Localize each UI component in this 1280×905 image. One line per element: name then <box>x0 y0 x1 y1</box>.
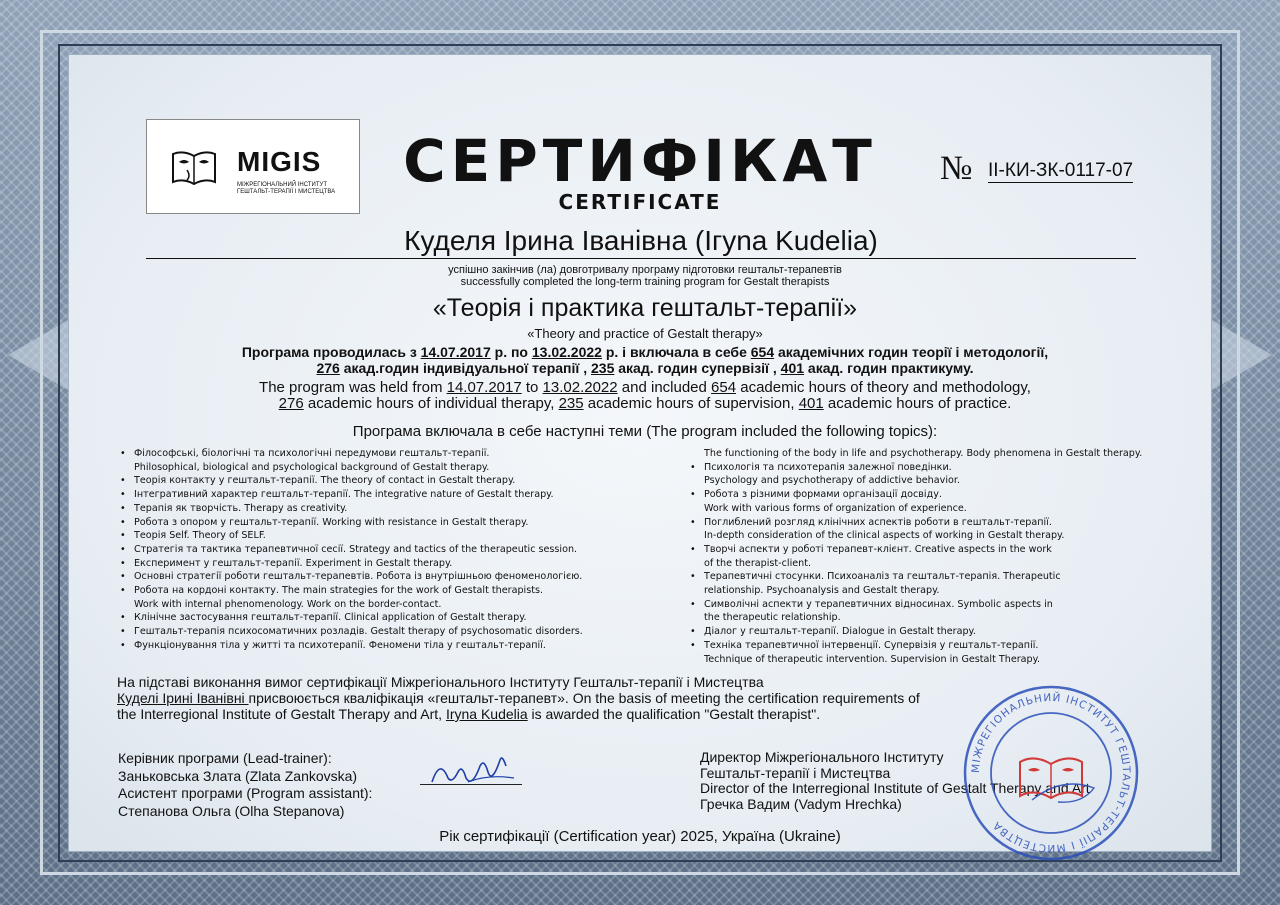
topic-item <box>688 461 1208 488</box>
topic-line: • Філософські, біологічні та психологічні передумови гештальт-терапії. <box>134 448 490 459</box>
topic-line: • Теорія контакту у гештальт-терапії. The theory of contact in Gestalt therapy. <box>134 475 516 487</box>
topic-item <box>688 516 1208 543</box>
director-name: Гречка Вадим (Vadym Hrechka) <box>700 795 902 812</box>
topics-list-left <box>118 447 688 653</box>
recipient-name: Куделя Ірина Іванівна (Iгуna Kudelia) <box>146 224 1136 259</box>
number-symbol: № <box>940 150 973 187</box>
program-details-ua: Програма проводилась з 14.07.2017 р. по 13.02.2022 р. і включала в себе 654 академічних годин теорії і методології, 276 акад.годин індивідуальної терапії , 235 акад. годин супервізії , 401 акад. годин практикуму. <box>241 344 1049 376</box>
topic-item <box>688 488 1208 515</box>
topic-item <box>118 639 688 653</box>
topic-line: • Терапія як творчість. Therapy as creativity. <box>134 502 348 514</box>
certificate-number: ІІ-КИ-ЗК-0117-07 <box>988 160 1134 181</box>
svg-text:МІЖРЕГІОНАЛЬНИЙ ІНСТИТУТ ГЕШТА: МІЖРЕГІОНАЛЬНИЙ ІНСТИТУТ ГЕШТАЛЬТ-ТЕРАПІЇ І МИСТЕЦТВА <box>969 691 1133 855</box>
topic-line: Work with internal phenomenology. Work on the border-contact. <box>134 598 442 610</box>
topic-item <box>118 447 688 474</box>
topic-line: of the therapist-client. <box>704 557 812 569</box>
topic-item <box>688 639 1208 666</box>
certification-year: Рік сертифікації (Certification year) 2025, Україна (Ukraine) <box>439 828 841 845</box>
topic-item <box>118 584 688 611</box>
program-details-en: The program was held from 14.07.2017 to 13.02.2022 and included 654 academic hours of theory and methodology, 276 academic hours of individual therapy, 235 academic hours of supervision, 401 academic hours of practice. <box>259 379 1031 412</box>
topic-line: • Символічні аспекти у терапевтичних відносинах. Symbolic aspects in <box>704 598 1053 610</box>
topic-item <box>688 625 1208 639</box>
completion-text <box>0 264 1280 288</box>
topic-line: • Робота з опором у гештальт-терапії. Working with resistance in Gestalt therapy. <box>134 516 529 528</box>
topic-item <box>688 598 1208 625</box>
topic-line: • Стратегія та тактика терапевтичної сесії. Strategy and tactics of the therapeutic session. <box>134 543 578 555</box>
director-title-ua-1: Директор Міжрегіонального Інституту <box>700 749 944 765</box>
topic-line: In-depth consideration of the clinical aspects of working in Gestalt therapy. <box>704 530 1065 542</box>
topic-item <box>118 474 688 488</box>
logo-name: MIGIS <box>237 146 322 177</box>
topic-line: • Функціонування тіла у житті та психотерапії. Феномени тіла у гештальт-терапії. <box>134 639 546 651</box>
topic-line: • Гештальт-терапія психосоматичних розладів. Gestalt therapy of psychosomatic disorders. <box>134 626 583 638</box>
topic-line: • Поглиблений розгляд клінічних аспектів роботи в гештальт-терапії. <box>704 516 1052 528</box>
topic-line: • Робота з різними формами організації досвіду. <box>704 489 942 501</box>
topic-line: Philosophical, biological and psychological background of Gestalt therapy. <box>134 461 490 473</box>
topic-line: • Діалог у гештальт-терапії. Dialogue in Gestalt therapy. <box>704 626 976 638</box>
topics-list-right <box>688 447 1208 666</box>
assistant-label: Асистент програми (Program assistant): <box>118 785 373 801</box>
topic-item <box>118 611 688 625</box>
topic-item <box>118 516 688 530</box>
director-title-ua-2: Гештальт-терапії і Мистецтва <box>700 764 891 781</box>
topic-line: • Експеримент у гештальт-терапії. Experiment in Gestalt therapy. <box>134 557 453 569</box>
director-title-en: Director of the Interregional Institute of Gestalt Therapy and Art <box>700 780 1090 796</box>
topic-item <box>118 625 688 639</box>
lead-trainer-name: Заньковська Злата (Zlata Zankovska) <box>118 767 358 784</box>
certificate-subtitle: CERTIFICATE <box>558 190 722 214</box>
topic-item <box>118 529 688 543</box>
topic-line: Work with various forms of organization of experience. <box>704 502 967 514</box>
handwritten-signature <box>418 752 528 792</box>
topic-item <box>118 570 688 584</box>
topic-line: the therapeutic relationship. <box>704 612 841 624</box>
topic-line: • Терапевтичні стосунки. Психоаналіз та гештальт-терапія. Therapeutic <box>704 571 1061 583</box>
topic-item <box>118 543 688 557</box>
program-title-en: «Theory and practice of Gestalt therapy» <box>527 326 763 341</box>
topic-item <box>688 543 1208 570</box>
program-title: «Теорія і практика гештальт-терапії» <box>432 294 858 322</box>
topic-line: • Клінічне застосування гештальт-терапії. Clinical application of Gestalt therapy. <box>134 612 527 624</box>
topics-heading: Програма включала в себе наступні теми (The program included the following topics): <box>352 423 938 440</box>
topic-item: The functioning of the body in life and psychotherapy. Body phenomena in Gestalt therapy. <box>704 448 1143 459</box>
topic-line: • Основні стратегії роботи гештальт-терапевтів. Робота із внутрішньою феноменологією. <box>134 571 583 583</box>
topic-line: • Психологія та психотерапія залежної поведінки. <box>704 461 952 473</box>
logo-subtitle: МІЖРЕГІОНАЛЬНИЙ ІНСТИТУТ ГЕШТАЛЬТ-ТЕРАПІЇ І МИСТЕЦТВА <box>237 182 336 195</box>
topic-line: Technique of therapeutic intervention. Supervision in Gestalt Therapy. <box>704 653 1041 665</box>
completion-text-ua: успішно закінчив (ла) довготривалу програму підготовки гештальт-терапевтів <box>448 264 842 276</box>
topic-line: • Техніка терапевтичної інтервенції. Супервізія у гештальт-терапії. <box>704 639 1039 651</box>
topic-item <box>688 570 1208 597</box>
qualification-statement: На підставі виконання вимог сертифікації Міжрегіонального Інституту Гештальт-терапії і Мистецтва Куделі Ірині Іванівні присвоюється кваліфікація «гештальт-терапевт». On the basis of meeting the certification requirements of the Interregional Institute of Gestalt Therapy and Art, Iryna Kudelia is awarded the qualification "Gestalt therapist". <box>117 674 920 722</box>
topic-item <box>118 488 688 502</box>
trainers-block <box>118 750 372 820</box>
assistant-name: Степанова Ольга (Olha Stepanova) <box>118 802 345 819</box>
topic-line: • Теорія Self. Theory of SELF. <box>134 530 266 542</box>
topic-line: • Творчі аспекти у роботі терапевт-клієнт. Creative aspects in the work <box>704 543 1052 555</box>
certificate-title: СЕРТИФІКАТ <box>403 127 877 195</box>
topic-line: relationship. Psychoanalysis and Gestalt therapy. <box>704 585 940 597</box>
topic-item <box>118 502 688 516</box>
topic-line: • Робота на кордоні контакту. The main strategies for the work of Gestalt therapists. <box>134 585 544 597</box>
topic-line: • Інтегративний характер гештальт-терапії. The integrative nature of Gestalt therapy. <box>134 489 554 501</box>
topic-item <box>118 557 688 571</box>
lead-trainer-label: Керівник програми (Lead-trainer): <box>118 750 332 766</box>
topic-line: Psychology and psychotherapy of addictive behavior. <box>704 475 960 487</box>
completion-text-en: successfully completed the long-term training program for Gestalt therapists <box>460 276 830 288</box>
signature-line <box>420 784 522 785</box>
